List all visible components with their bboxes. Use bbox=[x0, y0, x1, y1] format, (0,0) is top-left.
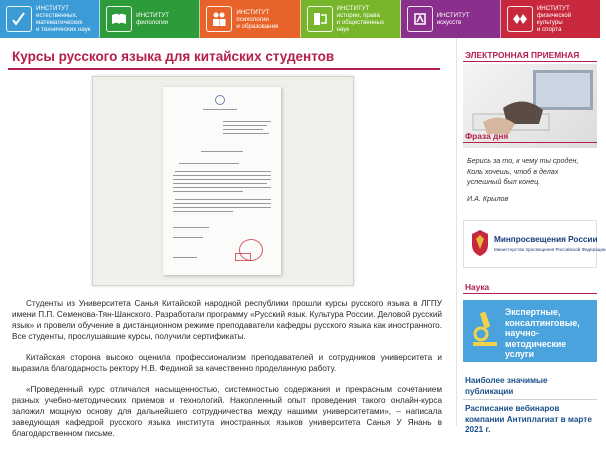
phrase-of-day-text: Берись за то, к чему ты сроден, Коль хочешь, чтоб в делах успешный был конец. bbox=[467, 156, 579, 186]
article-paragraph: Китайская сторона высоко оценила профессионализм преподавателей и сотрудников университета и выразила благодарность ректору Н.В. Фединой за качественно проделанную работу. bbox=[12, 353, 442, 373]
sidebar-divider bbox=[463, 293, 597, 294]
sidebar-divider bbox=[463, 399, 597, 400]
nav-label: ИНСТИТУТ искусств bbox=[436, 12, 470, 26]
thank-you-letter-image bbox=[163, 87, 281, 275]
microscope-icon bbox=[469, 310, 501, 350]
registration-stamp bbox=[235, 253, 251, 261]
palette-icon bbox=[407, 6, 433, 32]
sidebar bbox=[456, 38, 606, 434]
link-significant-publications[interactable]: Наиболее значимые публикации bbox=[465, 376, 548, 396]
nav-label: ИНСТИТУТ психологии и образования bbox=[236, 8, 279, 30]
nav-label: ИНСТИТУТ филологии bbox=[136, 12, 170, 26]
nav-tile-philology[interactable] bbox=[100, 0, 200, 38]
minprosveshcheniya-banner[interactable] bbox=[463, 220, 606, 268]
sidebar-divider bbox=[463, 61, 597, 62]
article-paragraph: Студенты из Университета Санья Китайской народной республики прошли курсы русского языка в ЛГПУ имени П.П. Семенова-Тян-Шанского. Разработали программу «Русский язык. Культура России. Деловой русский язык» и провели обучение в дистанционном режиме преподаватели кафедры русского языка как иностранного. Все студенты, прослушавшие курсы, получили сертификаты. bbox=[12, 299, 442, 341]
expert-services-banner[interactable] bbox=[463, 300, 597, 362]
nav-label: ИНСТИТУТ естественных, математических и технических наук bbox=[36, 5, 91, 33]
institutes-nav bbox=[0, 0, 600, 38]
nav-tile-natural-sciences[interactable] bbox=[0, 0, 100, 38]
coat-of-arms-icon bbox=[470, 229, 490, 257]
people-icon bbox=[206, 6, 232, 32]
article-paragraph: «Проведенный курс отличался насыщенностью, системностью содержания и прекрасным сочетанием разных учебно-методических приемов и технологий. Накопленный опыт проведения такого онлайн-курса заложил мощную основу для дальнейшего сотрудничества между нашими университетами», – написала заведующая кафедрой русского языка института иностранных языков университета Санья У Янань в благодарственном письме. bbox=[12, 385, 442, 438]
sidebar-divider bbox=[463, 142, 597, 143]
link-antiplagiat-webinars[interactable]: Расписание вебинаров компании Антиплагиат в марте 2021 г. bbox=[465, 404, 592, 434]
nav-tile-sport[interactable] bbox=[501, 0, 600, 38]
nav-label: ИНСТИТУТ истории, права и общественных наук bbox=[336, 5, 385, 33]
scales-icon bbox=[307, 6, 333, 32]
minpros-subtitle: Министерство просвещения Российской Федерации bbox=[494, 247, 606, 252]
math-icon bbox=[6, 6, 32, 32]
title-divider bbox=[8, 68, 440, 70]
phrase-author: И.А. Крылов bbox=[467, 194, 509, 203]
nav-label: ИНСТИТУТ физической культуры и спорта bbox=[536, 5, 572, 33]
article-body bbox=[12, 298, 442, 449]
nav-tile-history-law[interactable] bbox=[301, 0, 401, 38]
nav-tile-arts[interactable] bbox=[401, 0, 501, 38]
phrase-of-day-title: Фраза дня bbox=[465, 131, 509, 141]
sport-icon bbox=[507, 6, 533, 32]
university-seal bbox=[215, 95, 225, 105]
book-icon bbox=[106, 6, 132, 32]
expert-services-text: Экспертные, консалтинговые, научно-методические услуги bbox=[505, 307, 580, 359]
nav-tile-psychology[interactable] bbox=[200, 0, 300, 38]
reception-title[interactable]: ЭЛЕКТРОННАЯ ПРИЕМНАЯ bbox=[465, 50, 580, 60]
letter-photo[interactable] bbox=[92, 76, 354, 286]
page-title: Курсы русского языка для китайских студентов bbox=[12, 49, 335, 64]
main-content bbox=[8, 38, 446, 438]
science-title: Наука bbox=[465, 282, 490, 292]
minpros-title: Минпросвещения России bbox=[494, 235, 598, 244]
